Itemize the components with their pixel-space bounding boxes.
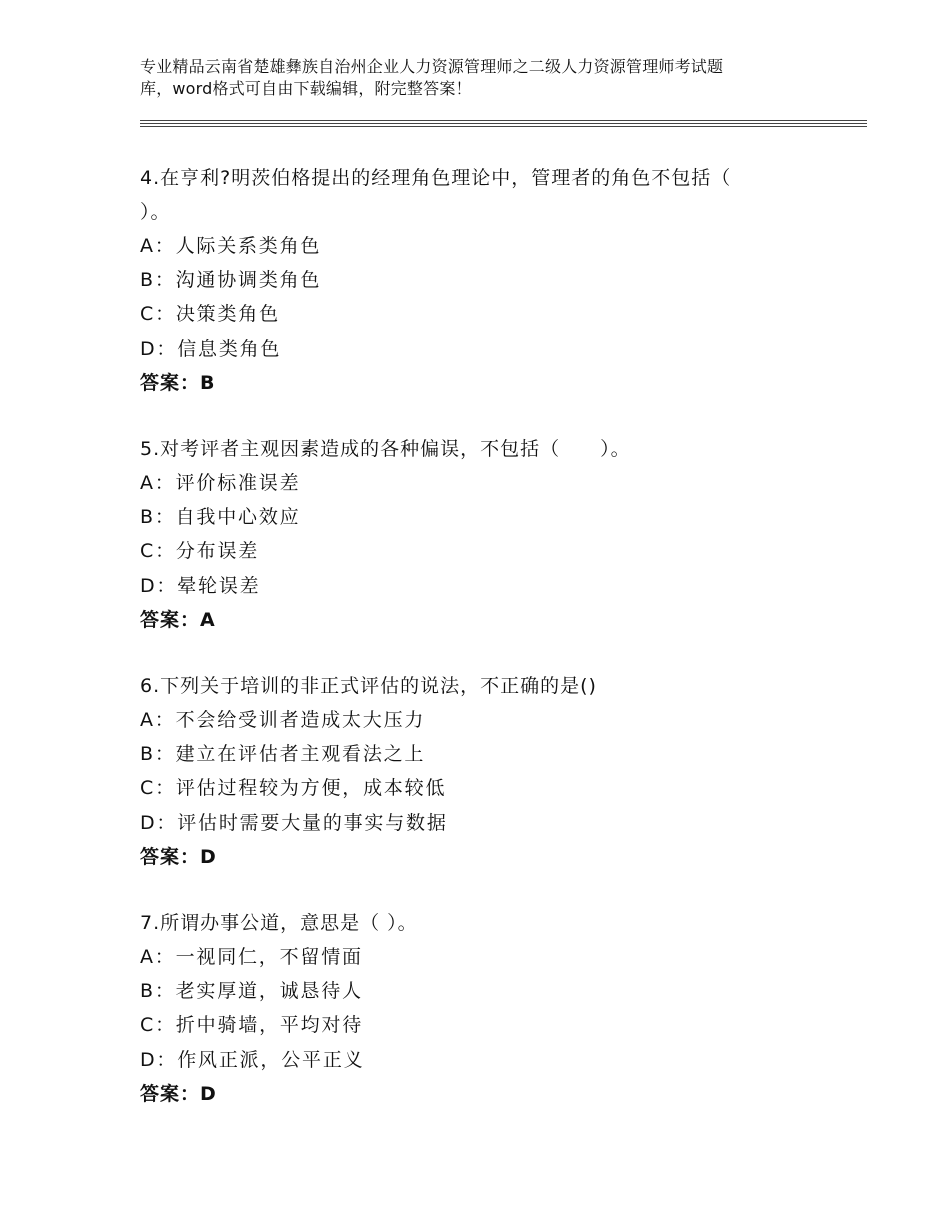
- question-stem: [140, 669, 800, 703]
- option-c: C：分布误差: [140, 540, 260, 563]
- option-b: B：老实厚道，诚恳待人: [140, 980, 363, 1003]
- option-c: C：决策类角色: [140, 303, 280, 326]
- option-a: A：人际关系类角色: [140, 235, 322, 257]
- option-d: D：评估时需要大量的事实与数据: [140, 811, 448, 834]
- option-a: A：评价标准误差: [140, 472, 301, 495]
- option-d: D：晕轮误差: [140, 574, 261, 597]
- header-divider: [140, 126, 867, 127]
- question-stem-line: 5.对考评者主观因素造成的各种偏误，不包括（ ）。: [140, 438, 631, 461]
- question-stem: [140, 432, 800, 466]
- question-stem-line: 6.下列关于培训的非正式评估的说法，不正确的是(): [140, 675, 597, 698]
- answer-line: 答案：B: [140, 371, 216, 394]
- document-header: [140, 56, 840, 100]
- question-item: [140, 906, 800, 1111]
- header-title-line-2: 库，word格式可自由下载编辑，附完整答案！: [140, 79, 472, 98]
- answer-line: 答案：D: [140, 1082, 217, 1105]
- option-b: B：沟通协调类角色: [140, 269, 322, 292]
- option-c: C：评估过程较为方便，成本较低: [140, 777, 447, 800]
- answer-line: 答案：A: [140, 608, 216, 631]
- question-stem: [140, 906, 800, 940]
- option-a: A：一视同仁，不留情面: [140, 946, 363, 969]
- question-stem: [140, 161, 800, 229]
- option-d: D：作风正派，公平正义: [140, 1048, 365, 1071]
- question-item: [140, 669, 800, 874]
- answer-line: 答案：D: [140, 845, 217, 868]
- option-b: B：自我中心效应: [140, 506, 301, 529]
- question-list: [140, 161, 800, 1143]
- header-title-line-1: 专业精品云南省楚雄彝族自治州企业人力资源管理师之二级人力资源管理师考试题: [140, 57, 724, 76]
- question-stem-line: 7.所谓办事公道，意思是（ ）。: [140, 912, 418, 935]
- question-stem-line: ）。: [140, 201, 171, 223]
- question-stem-line: 4.在亨利?明茨伯格提出的经理角色理论中，管理者的角色不包括（: [140, 167, 732, 189]
- question-item: [140, 161, 800, 400]
- header-divider: [140, 123, 867, 124]
- option-a: A：不会给受训者造成太大压力: [140, 709, 426, 732]
- question-item: [140, 432, 800, 637]
- option-b: B：建立在评估者主观看法之上: [140, 743, 426, 766]
- option-c: C：折中骑墙，平均对待: [140, 1014, 364, 1037]
- header-divider: [140, 120, 867, 121]
- option-d: D：信息类角色: [140, 337, 282, 360]
